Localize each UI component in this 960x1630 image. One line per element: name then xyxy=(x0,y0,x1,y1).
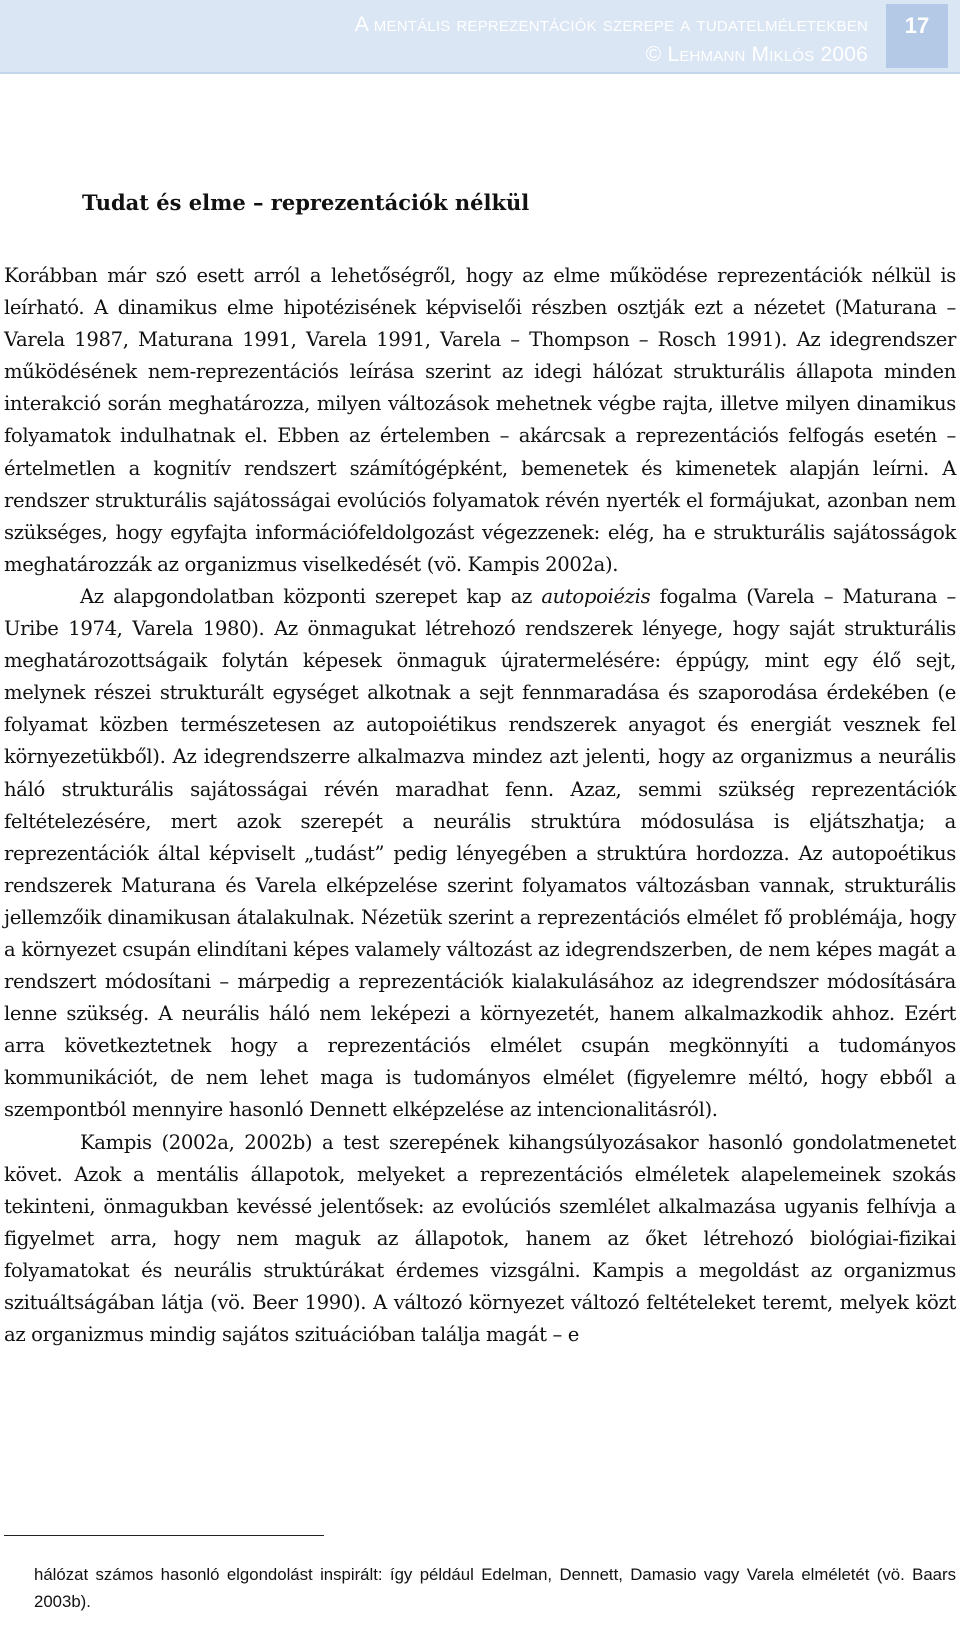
running-header xyxy=(355,10,868,70)
emphasis-term: autopoiézis xyxy=(541,584,651,608)
footnote-separator xyxy=(4,1535,324,1536)
paragraph-2 xyxy=(4,581,956,1127)
running-title: A mentális reprezentációk szerepe a tudatelméletekben xyxy=(354,13,868,36)
paragraph-3 xyxy=(4,1127,956,1352)
footnote: hálózat számos hasonló elgondolást inspirált: így például Edelman, Dennett, Damasio vagy Varela elméletét (vö. Baars 2003b). xyxy=(34,1565,956,1611)
paragraph-text: Az alapgondolatban központi szerepet kap az xyxy=(80,584,542,608)
paragraph-text: Korábban már szó esett arról a lehetőségről, hogy az elme működése reprezentációk nélkül is leírható. A dinamikus elme hipotézisének képviselői részben osztják ezt a nézetet (Maturana – Varela 1987, Maturana 1991, Varela 1991, Varela – Thompson – Rosch 1991). Az idegrendszer működésének nem-reprezentációs leírása szerint az idegi hálózat strukturális állapota minden interakció során meghatározza, milyen változások mehetnek végbe rajta, illetve milyen dinamikus folyamatok indulhatnak el. Ebben az értelemben – akárcsak a reprezentációs felfogás esetén – értelmetlen a kognitív rendszert számítógépként, bemenetek és kimenetek alapján leírni. A rendszer strukturális sajátosságai evolúciós folyamatok révén nyerték el formájukat, azonban nem szükséges, hogy egyfajta információfeldolgozást végezzenek: elég, ha e strukturális sajátosságok meghatározzák az organizmus viselkedését (vö. Kampis 2002a). xyxy=(4,264,956,576)
paragraph-text: Kampis (2002a, 2002b) a test szerepének kihangsúlyozásakor hasonló gondolatmenetet követ. Azok a mentális állapotok, melyeket a reprezentációs elméletek alapelemeinek szokás tekinteni, önmagukban kevéssé jelentősek: az evolúciós szemlélet alkalmazása ugyanis felhívja a figyelmet arra, hogy nem maguk az állapotok, hanem az őket létrehozó biológiai-fizikai folyamatokat és neurális struktúrákat érdemes vizsgálni. Kampis a megoldást az organizmus szituáltságában látja (vö. Beer 1990). A változó környezet változó feltételeket teremt, melyek közt az organizmus mindig sajátos szituációban találja magát – e xyxy=(4,1130,956,1347)
paragraph-1 xyxy=(4,260,956,581)
body-text xyxy=(4,260,956,1351)
section-title: Tudat és elme – reprezentációk nélkül xyxy=(82,190,530,215)
paragraph-text: fogalma (Varela – Maturana – Uribe 1974, Varela 1980). Az önmagukat létrehozó rendszerek lényege, hogy saját strukturális meghatározottságaik folytán képesek önmaguk újratermelésére: éppúgy, mint egy élő sejt, melynek részei strukturált egységet alkotnak a sejt fennmaradása és szaporodása érdekében (e folyamat közben természetesen az autopoiétikus rendszerek anyagot és energiát vesznek fel környezetükből). Az idegrendszerre alkalmazva mindez azt jelenti, hogy az organizmus a neurális háló strukturális sajátosságai révén maradhat fenn. Azaz, semmi szükség reprezentációk feltételezésére, mert azok szerepét a neurális struktúra módosulása is eljátszhatja; a reprezentációk által képviselt „tudást” pedig lényegében a struktúra hordozza. Az autopoétikus rendszerek Maturana és Varela elképzelése szerint folyamatos változásban vannak, strukturális jellemzőik dinamikusan átalakulnak. Nézetük szerint a reprezentációs elmélet fő problémája, hogy a környezet csupán elindítani képes valamely változást az idegrendszerben, de nem képes magát a rendszert módosítani – márpedig a reprezentációk kialakulásához az idegrendszer módosítására lenne szükség. A neurális háló nem leképezi a környezetét, hanem alkalmazkodik ahhoz. Ezért arra következtetnek hogy a reprezentációs elmélet csupán megkönnyíti a tudományos kommunikációt, de nem lehet maga is tudományos elmélet (figyelemre méltó, hogy ebből a szempontból mennyire hasonló Dennett elképzelése az intencionalitásról). xyxy=(4,584,956,1122)
page-number: 17 xyxy=(886,4,948,68)
page-header xyxy=(0,0,960,74)
running-author: © Lehmann Miklós 2006 xyxy=(645,43,868,66)
